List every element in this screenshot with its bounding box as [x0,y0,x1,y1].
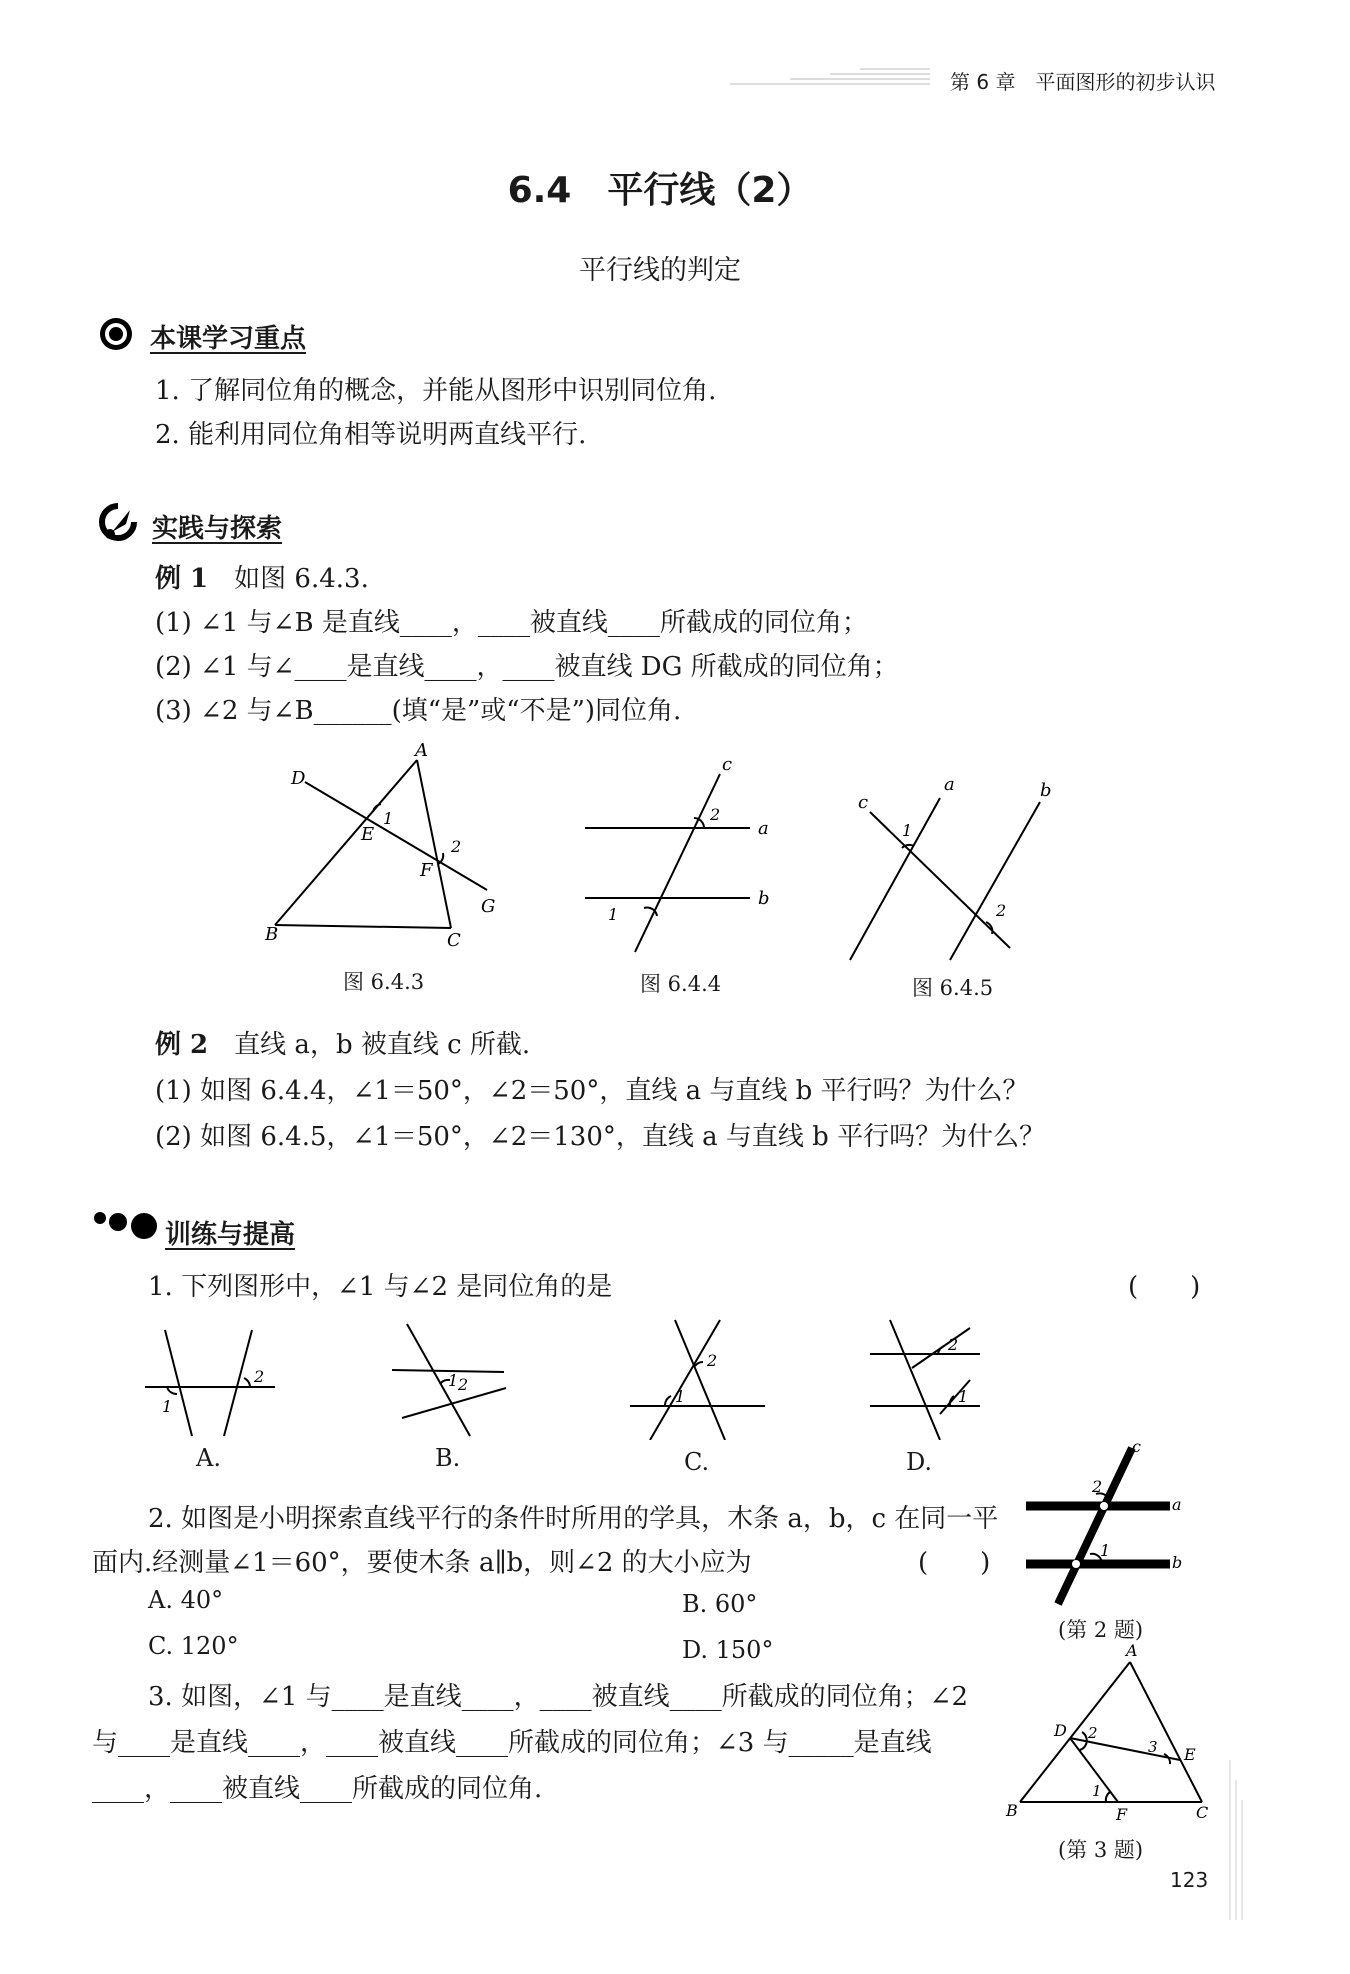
q2-label-c: c [1132,1440,1141,1456]
fig2-angle-1: 1 [608,905,619,924]
fig1-angle-1: 1 [383,809,394,828]
q3-label-B: B [1006,1801,1018,1820]
q1c-angle-1: 1 [675,1387,686,1406]
q2-angle-2: 2 [1092,1477,1103,1496]
fig1-label-G: G [481,896,496,917]
q1-option-d: D. [906,1448,933,1476]
figure-6-4-3 [255,740,515,950]
fig2-label-b: b [758,888,770,909]
q2-option-b: B. 60° [682,1590,758,1618]
page-number: 123 [1170,1868,1209,1892]
chapter-title: 平面图形的初步认识 [1035,70,1216,94]
q1-option-b: B. [435,1444,461,1472]
figure-6-4-5-caption: 图 6.4.5 [912,976,994,1000]
compass-icon [98,502,138,542]
q2-option-d: D. 150° [682,1636,774,1664]
page-subtitle: 平行线的判定 [579,255,741,286]
q2-caption: (第 2 题) [1058,1618,1144,1642]
q1a-angle-1: 1 [162,1397,173,1416]
fig2-label-c: c [722,754,733,775]
q3-label-A: A [1126,1641,1138,1660]
training-q1-answer: ( ) [1128,1272,1201,1302]
q1d-angle-2: 2 [948,1335,959,1354]
q1b-angle-2: 2 [458,1375,469,1394]
training-heading: 训练与提高 [165,1220,296,1250]
dots-icon [92,1206,162,1242]
fig3-angle-1: 1 [902,821,913,840]
q3-caption: (第 3 题) [1058,1838,1144,1862]
training-q3-line1: 3. 如图，∠1 与____是直线____，____被直线____所截成的同位角；∠2 [148,1682,968,1712]
q1-option-a: A. [196,1444,221,1472]
q1-figure-b [382,1310,522,1440]
training-q1: 1. 下列图形中，∠1 与∠2 是同位角的是 [148,1272,613,1302]
figure-6-4-4-caption: 图 6.4.4 [640,972,722,996]
training-q2-answer: ( ) [918,1548,991,1578]
header-decoration [730,62,930,88]
training-q2-line1: 2. 如图是小明探索直线平行的条件时所用的学具，木条 a，b，c 在同一平 [148,1504,999,1534]
fig1-label-A: A [415,740,428,761]
fig1-label-F: F [420,860,433,881]
margin-decoration [1226,1760,1246,1920]
q1-figure-d [860,1310,1000,1440]
example2-label: 例 2 [155,1030,209,1060]
figure-6-4-3-caption: 图 6.4.3 [343,970,425,994]
q3-label-E: E [1184,1745,1196,1764]
q2-label-a: a [1172,1495,1182,1514]
fig1-label-E: E [361,824,375,845]
q2-angle-1: 1 [1100,1541,1111,1560]
training-q2-line2: 面内.经测量∠1＝60°，要使木条 a∥b，则∠2 的大小应为 [92,1548,752,1578]
q1c-angle-2: 2 [707,1351,718,1370]
fig1-label-B: B [265,924,279,945]
fig3-label-a: a [944,774,955,795]
focus-item-1: 1. 了解同位角的概念，并能从图形中识别同位角. [155,376,717,406]
example1-line [155,558,369,595]
q2-label-b: b [1172,1553,1183,1572]
focus-item-2: 2. 能利用同位角相等说明两直线平行. [155,420,587,450]
example2-q2: (2) 如图 6.4.5，∠1＝50°，∠2＝130°，直线 a 与直线 b 平行吗？为什么？ [155,1122,1046,1152]
example1-q3: (3) ∠2 与∠B______(填“是”或“不是”)同位角. [155,696,682,726]
practice-heading: 实践与探索 [152,514,283,544]
q1b-angle-1: 1 [448,1371,459,1390]
q3-label-C: C [1196,1803,1209,1822]
page-title: 6.4 平行线（2） [507,170,813,211]
fig2-angle-2: 2 [710,805,721,824]
q3-label-D: D [1054,1721,1067,1740]
q2-option-a: A. 40° [148,1586,224,1614]
fig1-label-D: D [291,768,306,789]
example1-label: 例 1 [155,564,209,594]
q3-figure [1000,1640,1220,1840]
example2-intro: 直线 a，b 被直线 c 所截. [234,1030,531,1060]
example2-line [155,1024,530,1061]
q1-figure-a [140,1310,280,1440]
q3-angle-2: 2 [1088,1724,1098,1742]
example1-q1: (1) ∠1 与∠B 是直线____，____被直线____所截成的同位角； [155,608,868,638]
example1-intro: 如图 6.4.3. [234,564,369,594]
fig1-label-C: C [447,930,461,950]
fig1-angle-2: 2 [451,837,462,856]
fig3-angle-2: 2 [996,901,1007,920]
q1d-angle-1: 1 [958,1387,969,1406]
training-q3-line3: ____，____被直线____所截成的同位角. [92,1774,543,1804]
q3-angle-1: 1 [1092,1782,1102,1800]
q1-figure-c [625,1310,775,1440]
target-icon [98,316,134,352]
q3-label-F: F [1116,1805,1128,1824]
q1-option-c: C. [684,1448,710,1476]
q2-figure [1020,1440,1200,1610]
example1-q2: (2) ∠1 与∠____是直线____，____被直线 DG 所截成的同位角； [155,652,899,682]
training-q3-line2: 与____是直线____，____被直线____所截成的同位角；∠3 与_____是直线 [92,1728,932,1758]
q2-option-c: C. 120° [148,1632,239,1660]
q1a-angle-2: 2 [254,1367,265,1386]
chapter-number: 第 6 章 [950,70,1016,94]
running-header [950,66,1215,95]
focus-heading: 本课学习重点 [150,324,307,354]
q3-angle-3: 3 [1148,1738,1158,1756]
fig2-label-a: a [758,818,769,839]
fig3-label-c: c [858,792,869,813]
figure-6-4-4 [580,750,780,960]
figure-6-4-5 [840,760,1070,970]
example2-q1: (1) 如图 6.4.4，∠1＝50°，∠2＝50°，直线 a 与直线 b 平行吗？为什么？ [155,1076,1029,1106]
fig3-label-b: b [1040,780,1052,801]
